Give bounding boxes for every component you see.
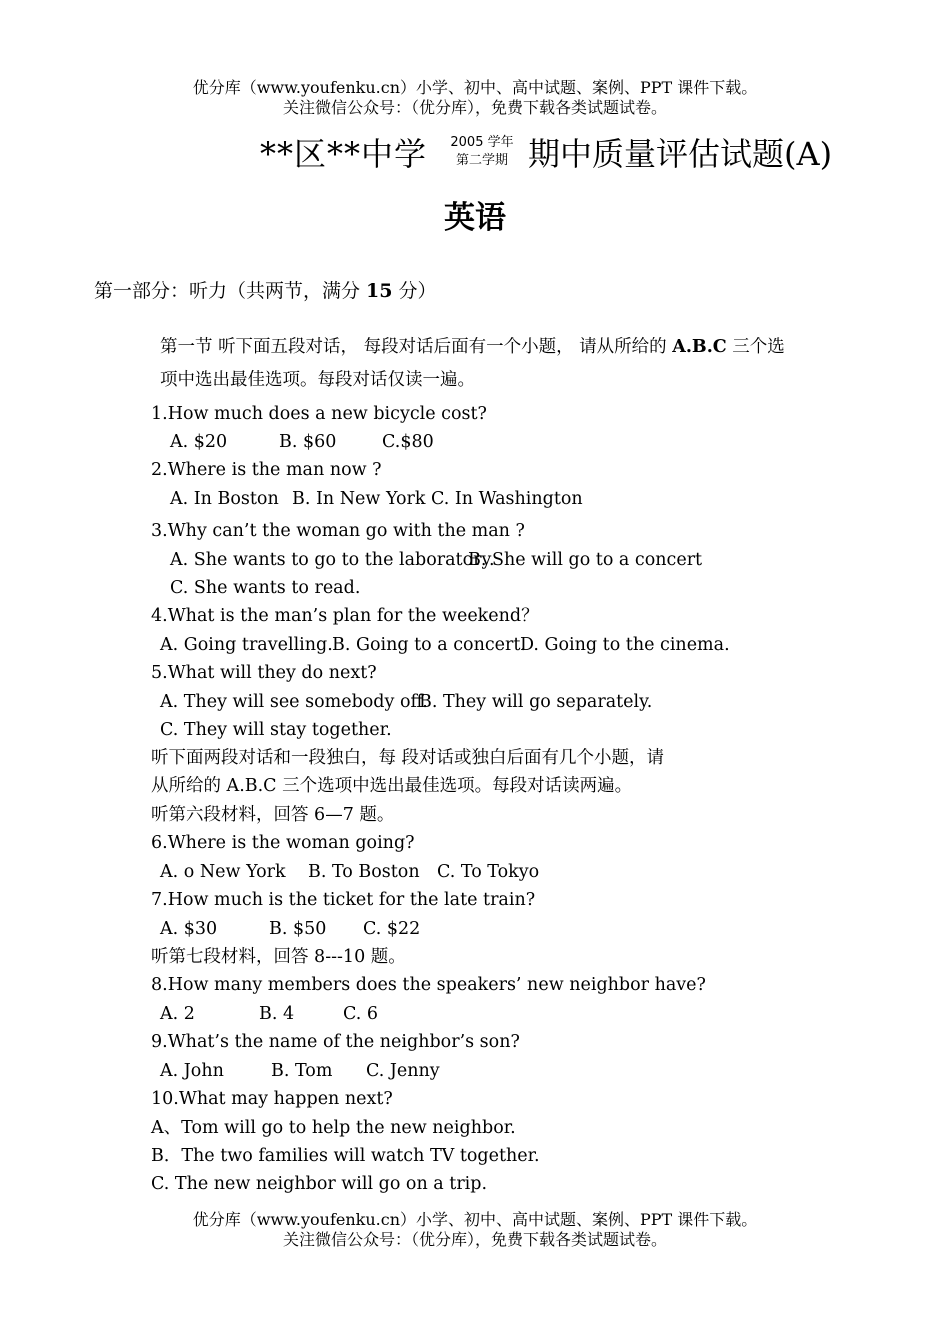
- option-c: C. To Tokyo: [437, 862, 540, 882]
- option-b: B. $50: [269, 919, 327, 939]
- header-promo-line-2: 关注微信公众号：（优分库），免费下载各类试题试卷。: [282, 98, 667, 117]
- part1-score: 15: [366, 280, 393, 302]
- section2-instruction-1: 听下面两段对话和一段独白，每 段对话或独白后面有几个小题，请: [151, 748, 665, 768]
- footer-promo-line-2: 关注微信公众号：（优分库），免费下载各类试题试卷。: [282, 1230, 667, 1249]
- question-6: 6.Where is the woman going?: [151, 833, 415, 853]
- part1-heading-end: 分）: [392, 280, 437, 302]
- question-3: 3.Why can’t the woman go with the man ?: [151, 521, 525, 541]
- question-7-options: [160, 917, 420, 941]
- option-a: A. They will see somebody off.: [160, 692, 428, 712]
- option-a: A、Tom will go to help the new neighbor.: [151, 1118, 516, 1138]
- option-a: A. $20: [170, 432, 228, 452]
- option-a: A. o New York: [160, 862, 286, 882]
- subject-title: 英语: [444, 200, 506, 236]
- option-c: C. She wants to read.: [170, 578, 361, 598]
- question-7: 7.How much is the ticket for the late train?: [151, 890, 536, 910]
- question-8-options: [160, 1002, 378, 1026]
- section1-instruction-1: [160, 335, 785, 359]
- option-b: B. She will go to a concert: [468, 550, 703, 570]
- option-b: B. They will go separately.: [419, 692, 653, 712]
- question-1-options: [170, 430, 434, 454]
- material-6-heading: 听第六段材料，回答 6—7 题。: [151, 805, 395, 825]
- option-b: B．The two families will watch TV together.: [151, 1146, 540, 1166]
- question-6-options: [160, 860, 539, 884]
- section1-instr-text: 第一节 听下面五段对话， 每段对话后面有一个小题， 请从所给的: [160, 337, 673, 357]
- question-8: 8.How many members does the speakers’ new neighbor have?: [151, 975, 706, 995]
- option-b: B. In New York: [292, 489, 426, 509]
- question-9: 9.What’s the name of the neighbor’s son?: [151, 1032, 520, 1052]
- question-5-options-ab: [160, 690, 652, 714]
- part1-heading-text: 第一部分：听力（共两节，满分: [94, 280, 367, 302]
- option-b: B. $60: [279, 432, 337, 452]
- question-3-options-ab: [170, 548, 702, 572]
- option-c: C. $22: [363, 919, 421, 939]
- option-a: A. 2: [160, 1004, 195, 1024]
- option-c: D. Going to the cinema.: [520, 635, 730, 655]
- option-c: C. They will stay together.: [160, 720, 392, 740]
- exam-name: 期中质量评估试题(A): [528, 135, 833, 173]
- option-c: C. In Washington: [431, 489, 583, 509]
- option-a: A. She wants to go to the laboratory.: [170, 550, 495, 570]
- part1-heading: [94, 278, 437, 304]
- material-7-heading: 听第七段材料，回答 8---10 题。: [151, 947, 406, 967]
- section1-instruction-2: 项中选出最佳选项。每段对话仅读一遍。: [160, 370, 475, 390]
- question-1: 1.How much does a new bicycle cost?: [151, 404, 487, 424]
- question-4: 4.What is the man’s plan for the weekend？: [151, 606, 539, 626]
- section2-instruction-2: 从所给的 A.B.C 三个选项中选出最佳选项。每段对话读两遍。: [151, 776, 633, 796]
- term-info: [442, 134, 522, 170]
- option-c: C. 6: [343, 1004, 379, 1024]
- option-a: A. $30: [160, 919, 218, 939]
- school-term: 第二学期: [455, 153, 508, 168]
- option-a: A. John: [160, 1061, 224, 1081]
- option-c: C.$80: [382, 432, 434, 452]
- option-b: B. Tom: [271, 1061, 333, 1081]
- question-4-options: [160, 633, 730, 657]
- option-b: B. 4: [259, 1004, 295, 1024]
- question-5: 5.What will they do next?: [151, 663, 377, 683]
- option-b: B. To Boston: [308, 862, 420, 882]
- question-2: 2.Where is the man now ?: [151, 460, 382, 480]
- footer-promo-line-1: 优分库（www.youfenku.cn）小学、初中、高中试题、案例、PPT 课件下载。: [192, 1210, 758, 1229]
- question-10: 10.What may happen next?: [151, 1089, 393, 1109]
- school-name: **区**中学: [260, 135, 428, 173]
- question-2-options: [170, 487, 583, 511]
- option-c: C. Jenny: [366, 1061, 440, 1081]
- section1-options-label: A.B.C: [672, 337, 727, 357]
- section1-instr-end: 三个选: [726, 337, 785, 357]
- question-9-options: [160, 1059, 440, 1083]
- header-promo-line-1: 优分库（www.youfenku.cn）小学、初中、高中试题、案例、PPT 课件下载。: [192, 78, 758, 97]
- option-c: C. The new neighbor will go on a trip.: [151, 1174, 488, 1194]
- option-a: A. In Boston: [170, 489, 279, 509]
- option-b: B. Going to a concert.: [332, 635, 526, 655]
- school-year: 2005 学年: [450, 135, 514, 150]
- option-a: A. Going travelling.: [160, 635, 333, 655]
